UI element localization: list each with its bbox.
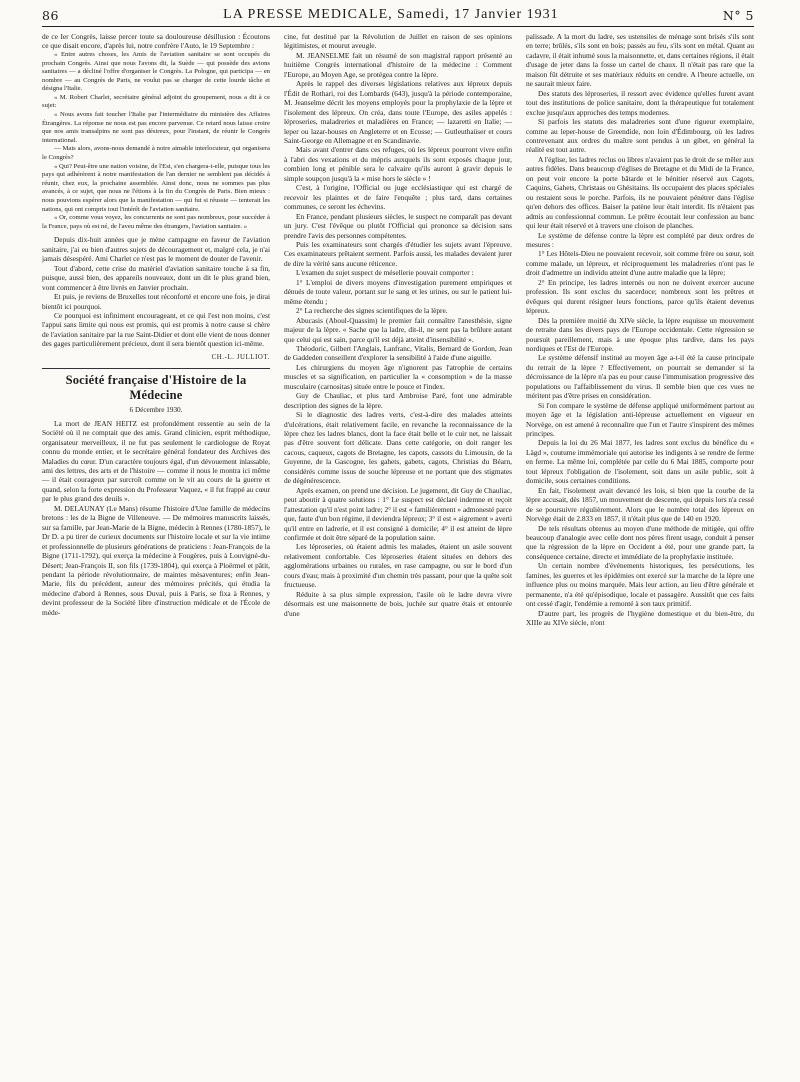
body-paragraph: Mais avant d'entrer dans ces refuges, où les lépreux pourront vivre enfin à l'abri des vexations et du mépris auxquels ils sont exposés chaque jour, combien long et pénible sera le calvaire qu'ils auront à gravir depuis le simple soupçon jusqu'à la « mise hors le siècle » ! (284, 145, 512, 183)
body-paragraph: D'autre part, les progrès de l'hygiène domestique et du bien-être, du XIIIe au XIVe siècle, n'ont (526, 608, 754, 628)
body-paragraph: Les léproseries, où étaient admis les malades, étaient un asile souvent relativement confortable. Ces léproseries étaient situées en dehors des agglomérations urbaines ou rurales, en rase campagne, ou sur le bord d'un cours d'eau; mais à proximité d'un chemin très passant, pour que la quête soit fructueuse. (284, 542, 512, 590)
body-paragraph: En fait, l'isolement avait devancé les lois, si bien que la courbe de la lèpre accusait, dès 1857, un mouvement de descente, qui depuis lors n'a cessé de se poursuivre régulièrement. Alors que le nombre total des lépreux en Norvège était de 2.833 en 1857, il n'était plus que de 140 en 1920. (526, 485, 754, 524)
body-paragraph: Des statuts des léproseries, il ressort avec évidence qu'elles furent avant tout des institutions de police sanitaire, dont la thérapeutique fut totalement exclue jusqu'aux approches des temps modernes. (526, 88, 754, 117)
body-paragraph: Depuis dix-huit années que je mène campagne en faveur de l'aviation sanitaire, j'ai eu bien d'autres sujets de découragement et, malgré cela, je n'ai jamais désespéré. Ami Charlet ce n'est pas le moment de douter de l'avenir. (42, 235, 270, 264)
body-paragraph: L'examen du sujet suspect de mésellerie pouvait comporter : (296, 268, 474, 278)
body-paragraph: Dès la première moitié du XIVe siècle, la lèpre esquisse un mouvement de retraite dans les divers pays de l'Europe occidentale. Cette régression se poursuit pareillement, mais à une époque plus tardive, dans les pays nordiques et l'Est de l'Europe. (526, 315, 754, 353)
author-signature: CH.-L. JULLIOT. (211, 353, 270, 361)
body-paragraph: Réduite à sa plus simple expression, l'asile où le ladre devra vivre désormais est une maisonnette de bois, juchée sur quatre étais et entourée d'une (284, 589, 512, 618)
text-columns (42, 32, 754, 1068)
body-paragraph: En France, pendant plusieurs siècles, le suspect ne comparaît pas devant un jury. C'est l'évêque ou plutôt l'Official qui prononce sa décision sans prendre l'avis des personnes compétentes. (284, 211, 512, 240)
body-paragraph: De tels résultats obtenus au moyen d'une méthode de mitigée, qui offre beaucoup d'analogie avec celle dont nos pères firent usage, conduit à penser que la régression de la lèpre en Occident a été, pour une grande part, la conséquence certaine, directe et immédiate de la prophylaxie instituée. (526, 523, 754, 561)
body-paragraph: 2° La recherche des signes scientifiques de la lèpre. (296, 306, 448, 316)
body-paragraph: 1° L'emploi de divers moyens d'investigation purement empiriques et dénués de toute valeur, portant sur le sang et les urines, ou sur le patient lui-même étendu ; (284, 277, 512, 306)
body-paragraph: Le système de défense contre la lèpre est complété par deux ordres de mesures : (526, 230, 754, 249)
body-paragraph: Si le diagnostic des ladres verts, c'est-à-dire des malades atteints d'ulcérations, était relativement facile, en revanche la reconnaissance de la lèpre chez les ladres blancs, dont la face était belle et le cuir net, ne laissait pas d'être souvent fort délicate. Dans cette catégorie, on doit ranger les cacous, caqueux, cagots de Bretagne, les capots, cassots du Limousin, de la Guyenne, de la Gascogne, les gahets, gabets, cagots, Christias du Béarn, considérés comme issus de souche lépreuse et ne portant que des stigmates de dégénérescence. (284, 410, 512, 486)
section-date: 6 Décembre 1930. (129, 406, 183, 415)
body-paragraph: A l'église, les ladres reclus ou libres n'avaient pas le droit de se mêler aux autres fidèles. Dans beaucoup d'églises de Bretagne et du Midi de la France, on peut voir encore la porte bâtarde et le bénitier réservé aux Cagots, Caquins, Gahets, Christaas ou Ghésitains. Ils occupaient des places spéciales ou restaient sous le porche. Parfois, ils ne pouvaient pénétrer dans l'église qu'en dehors des offices. Baiser la patène leur était interdit. Ils n'étaient pas admis au confessionnal commun. Le prêtre écoutait leur confession au banc qui leur était réservé et à travers une cloison de planches. (526, 154, 754, 231)
body-paragraph: Ce pourquoi est infiniment encourageant, et ce qui l'est non moins, c'est l'appui sans limite qui nous est promis, qui est promis à notre cause si chère de l'aviation sanitaire par la rue Saint-Didier et dont elle vient de nous donner des gages particulièrement précieux, dont il sera bientôt question ici-même. (42, 311, 270, 349)
body-paragraph: M. JEANSELME fait un résumé de son magistral rapport présenté au huitième Congrès international d'histoire de la médecine : Comment l'Europe, au Moyen Age, se protégea contre la lèpre. (284, 50, 512, 79)
body-paragraph: Les chirurgiens du moyen âge n'ignorent pas l'atrophie de certains muscles et sa signification, en particulier la « consomption » de la masse musculaire (carnositas) située entre le pouce et l'index. (284, 362, 512, 391)
body-paragraph: La mort de JEAN HEITZ est profondément ressentie au sein de la Société où il ne comptait que des amis. Grand clinicien, esprit méthodique, organisateur merveilleux, il ne fut pas seulement le cardiologue de Royat connu du monde entier, et le secrétaire général fondateur des Archives des Maladies du cœur. D'un caractère toujours égal, d'un dévouement inlassable, ami des lettres, des arts et de l'histoire — comme il nous le montra ici même — il était courageux par surcroît comme on le vit au cours de la guerre et quand, selon la forte expression du Professeur Vaquez, « il fut frappé au cœur par le plus grand des deuils ». (42, 418, 270, 504)
section-divider (42, 368, 270, 369)
body-paragraph: Tout d'abord, cette crise du matériel d'aviation sanitaire touche à sa fin, puisque, aussi bien, des appareils nouveaux, dont un dit le plus grand bien, vont commencer à être livrés en Janvier prochain. (42, 263, 270, 292)
quote-paragraph: « Qui? Peut-être une nation voisine, de l'Est, s'en chargera-t-elle, puisque tous les pays qui adhérèrent à notre manifestation de l'an dernier ne semblent pas décidés à réunir, chez eux, la prochaine assemblée. Ainsi donc, nous ne sommes pas plus avancés, à ce sujet, que nous ne l'étions à la fin du Congrès de Paris. Bien mieux : nous pouvions espérer alors que la manifestation — qui fut si réussie — tenterait les nations, qui ont compris tout l'intérêt de l'aviation sanitaire. (42, 162, 270, 213)
quote-paragraph: « Or, comme vous voyez, les concurrents ne sont pas nombreux, pour succéder à la France, pays où est né, de l'aveu même des étrangers, l'aviation sanitaire. » (42, 214, 270, 230)
body-paragraph: Abucasis (Aboul-Quassim) le premier fait connaître l'anesthésie, signe majeur de la lèpre. « Sache que la ladre, dit-il, ne sent pas la brûlure autant que celui qui est sain, parce qu'il est déjà atteint d'insensibilité ». (284, 315, 512, 344)
quoted-block (42, 51, 270, 231)
body-paragraph: palissade. A la mort du ladre, ses ustensiles de ménage sont brisés s'ils sont en terre; brûlés, s'ils sont en bois; passés au feu, s'ils sont en métal. Quant au cadavre, il était inhumé sous la maisonnette, et, dans certaines régions, il était d'usage de jeter dans la fosse un cartel de chaux. Il n'était pas rare que la maison fût détruite et ses matériaux réduits en cendre. A l'heure actuelle, on ne saurait mieux faire. (526, 32, 754, 89)
issue-number: N° 5 (722, 7, 754, 23)
body-paragraph: Depuis la loi du 26 Mai 1877, les ladres sont exclus du bénéfice du « Lägd », coutume immémoriale qui autorise les indigents à se rendre de ferme en ferme. La même loi, complétée par celle du 6 Mai 1885, comporte pour tout lépreux l'obligation de l'isolement, soit dans un asile public, soit à domicile, sous certaines conditions. (526, 438, 754, 486)
body-paragraph: C'est, à l'origine, l'Official ou juge ecclésiastique qui est chargé de recevoir les plaintes et de faire l'enquête ; plus tard, dans certaines communes, ce seront les échevins. (284, 183, 512, 212)
intro-paragraph: de ce Ier Congrès, laisse percer toute sa douloureuse désillusion : Écoutons ce que disait encore, d'après lui, notre confrère l'Auto, le 19 Septembre : (42, 32, 270, 51)
page-number: 86 (42, 7, 59, 23)
quote-paragraph: — Mais alors, avons-nous demandé à notre aimable interlocuteur, qui organisera le Congrès? (42, 145, 270, 162)
quote-paragraph: « Entre autres choses, les Amis de l'aviation sanitaire se sont occupés du prochain Congrès. Ainsi que nous l'avons dit, la Suède — qui possède des avions sanitaires — a décliné l'offre d'organiser le Congrès. La Pologne, qui participa — en nombre — au Congrès de Paris, ne voulut pas se charger de cette lourde tâche et désigna l'Italie. (42, 50, 270, 93)
quote-paragraph: « Nous avons fait toucher l'Italie par l'intermédiaire du ministère des Affaires Étrangères. La réponse ne nous est pas encore parvenue. Ce retard nous laisse croire que nos amis transalpins ne sont pas désireux, pour l'instant, de réunir le Congrès international. (42, 111, 270, 144)
column-2 (284, 32, 512, 1068)
body-paragraph: Après le rappel des diverses législations relatives aux lépreux depuis l'Édit de Rothari, roi des Lombards (643), jusqu'à la période contemporaine, M. Jeanselme décrit les moyens employés pour la prophylaxie de la lèpre et l'isolement des lépreux. On créa, dans toute l'Europe, des asiles appelés : léproseries, maladreries et maladières en France; — lazaretti en Italie; — leper ou lazar-houses en Angleterre et en Ecosse; — Gutleuthaüser et cours Saint-George en Allemagne et en Scandinavie. (284, 79, 512, 145)
column-1 (42, 32, 270, 1068)
page-header (42, 4, 754, 26)
body-paragraph: Après examen, on prend une décision. Le jugement, dit Guy de Chauliac, peut aboutir à quatre solutions : 1° Le suspect est déclaré indemne et reçoit l'attestation qu'il n'est point ladre; 2° il est « familièrement » admonesté parce que, faute d'un bon régime, il deviendra lépreux; 3° il est « aigrement » averti qu'il entre en ladrerie, et il est consigné à domicile; 4° il est atteint de lèpre confirmée et doit être séparé de la population saine. (284, 485, 512, 543)
body-paragraph: Guy de Chauliac, et plus tard Ambroise Paré, font une admirable description des signes de la lèpre. (284, 391, 512, 410)
body-paragraph: M. DELAUNAY (Le Mans) résume l'histoire d'Une famille de médecins bretons : les de la Bigne de Villeneuve. — De mémoires manuscrits laissés, sur sa famille, par Jean-Marie de la Bigne, médecin à Rennes (1780-1857), le Dr D. a pu tirer de curieux documents sur l'histoire locale et sur la vie intime et professionnelle de plusieurs générations de praticiens : Jean-François de la Bigne (1711-1792), qui exerça la médecine à Fougères, puis à Louvigné-du-Désert; Jean-François II, son fils (1739-1804), qui exerça à Ploërmel et pâtit, pendant la période révolutionnaire, de maintes mésaventures; enfin Jean-Marie, fils du précédent, auteur des mémoires précités, qui étudia la médecine d'abord à Rennes, sous Duval, puis à Paris, se fixa à Rennes, y devint professeur de la Société libre d'instruction médicale et de l'École de méde- (42, 503, 270, 617)
quote-paragraph: « M. Robert Charlet, secrétaire général adjoint du groupement, nous a dit à ce sujet: (42, 93, 270, 110)
section-title: Société française d'Histoire de la Médecine (65, 373, 247, 403)
journal-title: LA PRESSE MEDICALE, Samedi, 17 Janvier 1931 (223, 7, 559, 22)
body-paragraph: Un certain nombre d'événements historiques, les persécutions, les famines, les guerres et les épidémies ont exercé sur la marche de la lèpre une influence plus ou moins marquée. Mais leur action, au lieu d'être générale et permanente, n'a été qu'épisodique, locale et passagère. Aussitôt que ces faits ont cessé d'agir, l'endémie a remonté à son taux primitif. (526, 561, 754, 609)
body-paragraph: cine, fut destitué par la Révolution de Juillet en raison de ses opinions légitimistes, et mourut aveugle. (284, 32, 512, 51)
body-paragraph: 2° En principe, les ladres internés ou non ne doivent exercer aucune profession. Ils sont exclus du sacerdoce; nombreux sont les prêtres et évêques qui durent résigner leurs fonctions, parce qu'ils étaient devenus lépreux. (526, 277, 754, 316)
body-paragraph: Si l'on compare le système de défense appliqué uniformément partout au moyen âge et la législation anti-lépreuse actuellement en vigueur en Norvège, on est amené à reconnaître que l'un et l'autre s'inspirent des mêmes principes. (526, 400, 754, 439)
body-paragraph: Et puis, je reviens de Bruxelles tout réconforté et encore une fois, je dirai bientôt ici pourquoi. (42, 292, 270, 311)
column-3 (526, 32, 754, 1068)
body-paragraph: 1° Les Hôtels-Dieu ne pouvaient recevoir, soit comme frère ou sœur, soit comme malade, un lépreux, et réciproquement les maladreries n'ont pas le droit d'admettre un individu atteint d'une autre maladie que la lèpre; (526, 249, 754, 278)
body-paragraph: Si parfois les statuts des maladreries sont d'une rigueur exemplaire, comme au leper-house de Greendide, non loin d'Édimbourg, où les ladres contrevenant aux ordres du maître sont pendus à un gibet, en général la réalité est tout autre. (526, 117, 754, 155)
body-paragraph: Le système défensif institué au moyen âge a-t-il été la cause principale du retrait de la lèpre ? Effectivement, on pourrait se demander si la décroissance de la lèpre n'a pas eu pour cause l'immunisation progressive des populations ou l'affaiblissement du virus. Il semble bien que ces vues ne méritent pas d'être prises en considération. (526, 353, 754, 401)
header-rule (42, 26, 754, 27)
body-paragraph: Puis les examinateurs sont chargés d'étudier les sujets avant l'épreuve. Ces examinateurs prêtaient serment. Parfois aussi, les malades devaient jurer de dire la vérité sans aucune réticence. (284, 239, 512, 268)
body-paragraph: Théodoric, Gilbert l'Anglais, Lanfranc, Vitalis, Bernard de Gordon, Jean de Gaddeden conseillent d'explorer la sensibilité à l'aide d'une aiguille. (284, 343, 512, 363)
